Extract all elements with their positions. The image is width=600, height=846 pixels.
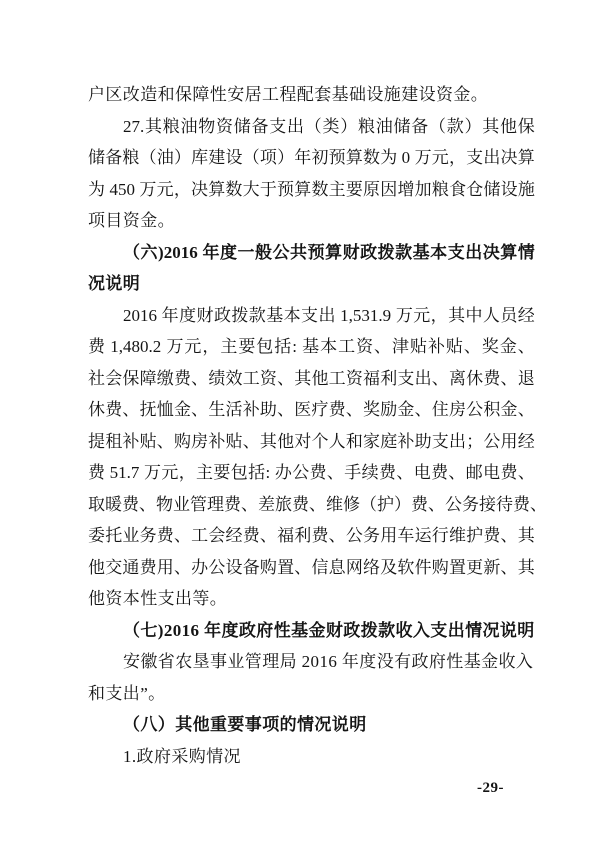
text-line: 况说明 <box>88 274 141 293</box>
text-line: 为 450 万 元 ， 决 算 数 大 于 预 算 数 主 要 原 因 增 加 粮 食 仓 储 设 施 <box>88 179 535 199</box>
text-line: （七)2016 年度政府性基金财政拨款收入支出情况说明 <box>123 620 535 640</box>
text-line: 提 租 补 贴 、 购 房 补 贴 、 其 他 对 个 人 和 家 庭 补 助 支 出 ； 公 用 经 <box>88 431 535 451</box>
text-line: 他资本性支出等。 <box>88 589 228 608</box>
text-line: 委 托 业 务 费 、 工 会 经 费 、 福 利 费 、 公 务 用 车 运 行 维 护 费 、 其 <box>88 526 535 545</box>
text-line: 和支出”。 <box>88 683 166 703</box>
text-line: 户区改造和保障性安居工程配套基础设施建设资金。 <box>88 85 489 104</box>
text-line: 费 1,480.2 万 元 ， 主 要 包 括 : 基 本 工 资 、 津 贴 补 贴 、 奖 金 、 <box>88 337 535 356</box>
text-line: 项目资金。 <box>88 211 175 230</box>
text-line: （ 六 )2016 年 度 一 般 公 共 预 算 财 政 拨 款 基 本 支 出 决 算 情 <box>123 242 535 262</box>
text-line: 费 51.7 万 元 ， 主 要 包 括 : 办 公 费 、 手 续 费 、 电 费 、 邮 电 费 、 <box>88 463 535 482</box>
text-line: （八）其他重要事项的情况说明 <box>123 715 367 734</box>
text-line: 休 费 、 抚 恤 金 、 生 活 补 助 、 医 疗 费 、 奖 励 金 、 住 房 公 积 金 、 <box>88 400 535 419</box>
text-line: 安徽省农垦事业管理局 2016 年度没有政府性基金收入 <box>123 652 534 671</box>
text-line: 取 暖 费 、 物 业 管 理 费 、 差 旅 费 、 维 修 （ 护 ） 费 、 公 务 接 待 费 、 <box>88 494 547 514</box>
text-line: 2016 年 度 财 政 拨 款 基 本 支 出 1,531.9 万 元 ， 其 中 人 员 经 <box>123 305 535 325</box>
document-lines <box>88 79 547 772</box>
text-line: 储 备 粮 （ 油 ） 库 建 设 （ 项 ） 年 初 预 算 数 为 0 万 元 ， 支 出 决 算 <box>88 148 535 167</box>
text-line: 社 会 保 障 缴 费 、 绩 效 工 资 、 其 他 工 资 福 利 支 出 、 离 休 费 、 退 <box>88 368 535 388</box>
page-number: -29- <box>477 780 504 796</box>
text-line: 27. 其 粮 油 物 资 储 备 支 出 （ 类 ） 粮 油 储 备 （ 款 ） 其 他 保 <box>123 116 535 136</box>
text-line: 他 交 通 费 用 、 办 公 设 备 购 置 、 信 息 网 络 及 软 件 购 置 更 新 、 其 <box>88 557 535 577</box>
text-line: 1.政府采购情况 <box>123 746 241 766</box>
